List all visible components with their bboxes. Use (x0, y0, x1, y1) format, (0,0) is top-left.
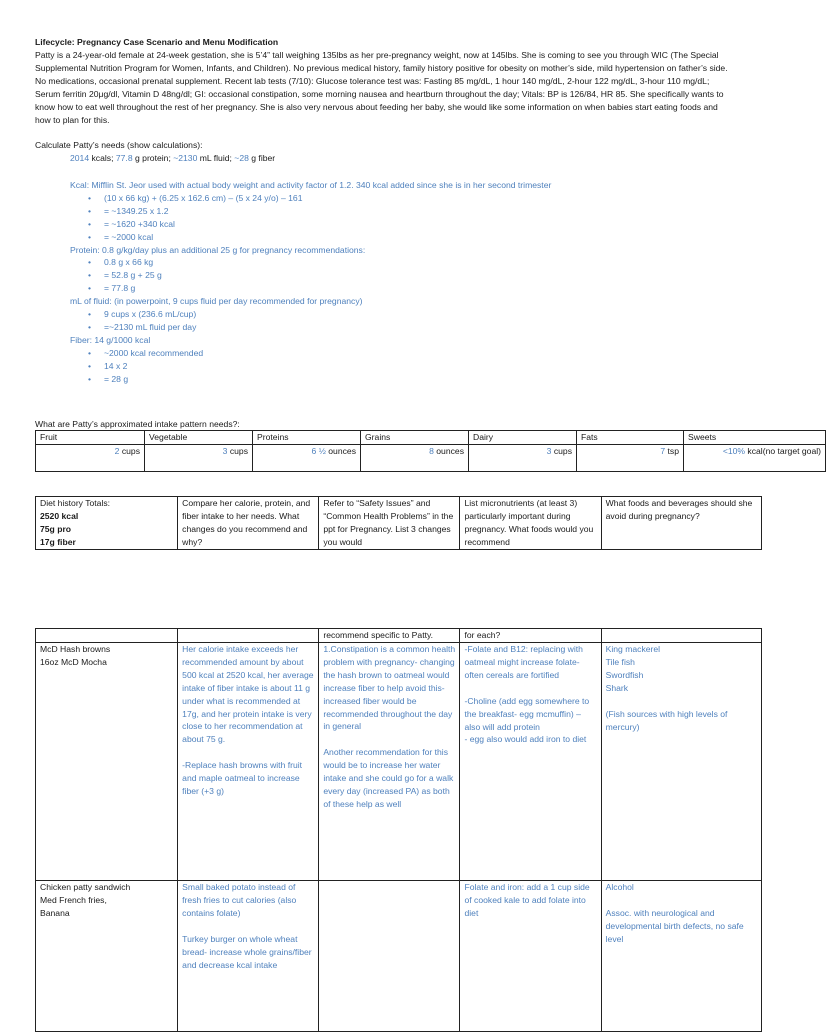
meal-avoid-paragraph: Alcohol (605, 882, 634, 892)
meal-safety-paragraph: Another recommendation for this would be to increase her water intake and she could go for a walk every day (increased PA) as both of these help as well (323, 747, 454, 809)
meal-comparison-paragraph: Small baked potato instead of fresh fries to cut calories (also contains folate) (182, 882, 297, 918)
calculation-block (70, 179, 690, 386)
intake-header-cell: Sweets (684, 431, 826, 445)
meal-header-cell (601, 629, 761, 643)
calc-step: • ~2000 kcal recommended (70, 347, 690, 360)
meal-safety-cell (319, 643, 460, 881)
diet-total: 75g pro (40, 523, 72, 534)
safety-question: Refer to “Safety Issues” and “Common Health Problems” in the ppt for Pregnancy. List 3 changes you would (319, 497, 460, 550)
meal-row (36, 643, 762, 881)
intake-value-cell (684, 444, 826, 471)
calc-steps (70, 347, 690, 386)
calc-heading-line: mL of fluid: (in powerpoint, 9 cups fluid per day recommended for pregnancy) (70, 296, 363, 307)
calc-step: • 9 cups x (236.6 mL/cup) (70, 308, 690, 321)
diet-total: 2520 kcal (40, 510, 79, 521)
meal-item: Chicken patty sandwich (40, 882, 131, 892)
intake-value-cell (253, 444, 361, 471)
meal-comparison-paragraph: Her calorie intake exceeds her recommended amount by about 500 kcal at 2520 kcal, her average intake of fiber intake is about 11 g under what is recommended at 17g, and her protein intake is very close to her recommendation at about 75 g. (182, 644, 314, 745)
intake-header-cell: Vegetable (145, 431, 253, 445)
meal-item: Banana (40, 907, 70, 918)
intake-header-cell: Proteins (253, 431, 361, 445)
meal-item: Med French fries, (40, 894, 107, 905)
meal-safety-paragraph: 1.Constipation is a common health problem with pregnancy- changing the hash brown to oatmeal would increase fiber to help avoid this- increased fiber would be recommended throughout the day in general (323, 644, 456, 732)
calc-heading-line: Protein: 0.8 g/kg/day plus an additional 25 g for pregnancy recommendations: (70, 244, 366, 255)
calc-step: • = ~1349.25 x 1.2 (70, 205, 690, 218)
needs-summary (70, 152, 275, 165)
meal-micro-paragraph: -Choline (add egg somewhere to the breakfast- egg mcmuffin) – also will add protein - egg also would add iron to diet (464, 695, 590, 745)
meal-avoid-cell (601, 881, 761, 1032)
meal-avoid-paragraph: (Fish sources with high levels of mercury) (605, 708, 728, 732)
intake-header-cell: Dairy (469, 431, 577, 445)
calc-step: • = ~2000 kcal (70, 231, 690, 244)
diet-total: 17g fiber (40, 536, 76, 547)
intake-unit: cups (227, 445, 248, 456)
diet-history-table (35, 496, 762, 550)
intake-unit: ounces (433, 445, 464, 456)
meal-micro-paragraph: -Folate and B12: replacing with oatmeal might increase folate- often cereals are fortified (464, 644, 583, 680)
fiber-label: g fiber (248, 153, 276, 163)
diet-totals-label: Diet history Totals: (40, 498, 111, 508)
meal-micro-cell (460, 643, 601, 881)
fluid-value: ~2130 (173, 153, 198, 163)
diet-totals-cell (36, 497, 178, 550)
intake-pattern-table (35, 430, 826, 472)
meal-item: McD Hash browns (40, 644, 111, 654)
meal-micro-paragraph: Folate and iron: add a 1 cup side of cooked kale to add folate into diet (464, 882, 590, 918)
meal-item: 16oz McD Mocha (40, 656, 107, 667)
calc-step: • = 52.8 g + 25 g (70, 269, 690, 282)
calc-step: • =~2130 mL fluid per day (70, 321, 690, 334)
meal-items-cell (36, 643, 178, 881)
intake-value-row (36, 444, 826, 471)
meal-avoid-cell (601, 643, 761, 881)
meal-header-row (36, 629, 762, 643)
calc-step: • (10 x 66 kg) + (6.25 x 162.6 cm) – (5 x 24 y/o) – 161 (70, 192, 690, 205)
meal-header-cell: recommend specific to Patty. (319, 629, 460, 643)
calc-step: • = ~1620 +340 kcal (70, 218, 690, 231)
intake-value-cell (361, 444, 469, 471)
meal-avoid-paragraph: Assoc. with neurological and developmental birth defects, no safe level (605, 907, 744, 944)
intake-header-cell: Fruit (36, 431, 145, 445)
meal-micro-cell (460, 881, 601, 1032)
intake-number: <10% (722, 445, 746, 456)
intake-unit: tsp (665, 445, 679, 456)
calc-steps (70, 192, 690, 244)
compare-question: Compare her calorie, protein, and fiber intake to her needs. What changes do you recommend and why? (178, 497, 319, 550)
case-scenario: Patty is a 24-year-old female at 24-week gestation, she is 5’4” tall weighing 135lbs as her pre-pregnancy weight, now at 145lbs. She is coming to see you through WIC (The Special Supplemental Nutrition Program for Women, Infants, and Children). No previous medical history, family history positive for obesity on mother’s side, mild hypertension on father’s side. No medications, occasional prenatal supplement. Recent lab tests (7/10): Glucose tolerance test was: Fasting 85 mg/dL, 1 hour 140 mg/dL, 2-hour 122 mg/dL, 3-hour 110 mg/dL; Serum ferritin 20μg/dl, Vitamin D 48ng/dl; GI: occasional constipation, some morning nausea and heartburn throughout the day; Vitals: BP is 126/84, HR 85. She specifically wants to know how to eat well throughout the rest of her pregnancy. She is also very nervous about feeding her baby, she would like some information on when babies start eating foods and how to plan for this. (35, 50, 728, 125)
fluid-label: mL fluid; (197, 153, 235, 163)
intake-value-cell (469, 444, 577, 471)
intake-value-cell (145, 444, 253, 471)
intake-unit: kcal(no target goal) (745, 445, 821, 456)
intake-header-cell: Fats (577, 431, 684, 445)
calc-steps (70, 256, 690, 295)
kcal-label: kcals; (89, 153, 116, 163)
meal-header-cell (178, 629, 319, 643)
calc-step: • 0.8 g x 66 kg (70, 256, 690, 269)
meal-items-cell (36, 881, 178, 1032)
calc-step: • 14 x 2 (70, 360, 690, 373)
intake-heading: What are Patty’s approximated intake pattern needs?: (35, 419, 240, 429)
meal-comparison-paragraph: -Replace hash browns with fruit and maple oatmeal to increase fiber (+3 g) (182, 760, 303, 797)
meal-comparison-cell (178, 881, 319, 1032)
intake-number: 2 (114, 445, 120, 456)
calc-heading-line: Fiber: 14 g/1000 kcal (70, 334, 151, 345)
micronutrient-question: List micronutrients (at least 3) particularly important during pregnancy. What foods would you recommend (460, 497, 601, 550)
intake-header-cell: Grains (361, 431, 469, 445)
page-title: Lifecycle: Pregnancy Case Scenario and Menu Modification (35, 37, 279, 47)
protein-value: 77.8 (115, 153, 133, 163)
intake-value-cell (36, 444, 145, 471)
intake-number: 6 ½ (311, 445, 326, 456)
calc-step: • = 77.8 g (70, 282, 690, 295)
intake-value-cell (577, 444, 684, 471)
intake-number: 8 (429, 445, 434, 456)
meal-analysis-table (35, 628, 762, 1032)
intake-number: 3 (222, 445, 228, 456)
avoid-question: What foods and beverages should she avoid during pregnancy? (601, 497, 761, 550)
meal-safety-cell (319, 881, 460, 1032)
calc-heading-line: Kcal: Mifflin St. Jeor used with actual body weight and activity factor of 1.2. 340 kcal added since she is in her second trimester (70, 180, 552, 190)
intake-number: 7 (660, 445, 666, 456)
intake-unit: ounces (325, 445, 356, 456)
calc-step: • = 28 g (70, 373, 690, 386)
meal-avoid-paragraph: King mackerel Tile fish Swordfish Shark (605, 644, 661, 693)
meal-header-cell (36, 629, 178, 643)
intake-unit: cups (119, 445, 140, 456)
calc-steps (70, 308, 690, 334)
fiber-value: ~28 (234, 153, 249, 163)
meal-comparison-paragraph: Turkey burger on whole wheat bread- increase whole grains/fiber and decrease kcal intake (182, 933, 312, 970)
meal-header-cell: for each? (460, 629, 601, 643)
intake-number: 3 (546, 445, 552, 456)
kcal-value: 2014 (70, 153, 90, 163)
intake-unit: cups (551, 445, 572, 456)
meal-comparison-cell (178, 643, 319, 881)
meal-row (36, 881, 762, 1032)
protein-label: g protein; (132, 153, 174, 163)
calc-heading: Calculate Patty’s needs (show calculations): (35, 140, 203, 150)
intake-header-row (36, 431, 826, 445)
